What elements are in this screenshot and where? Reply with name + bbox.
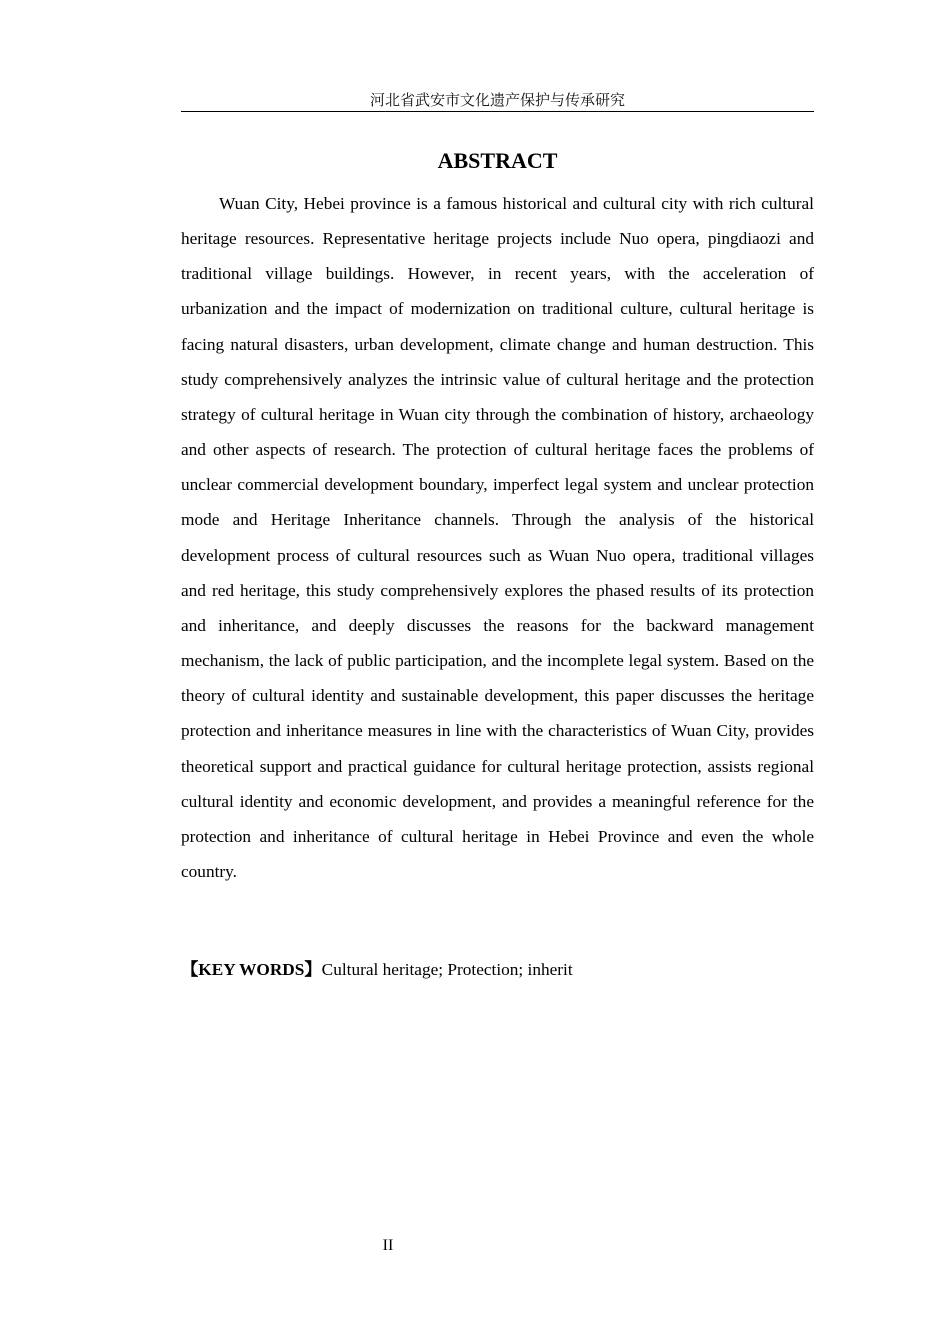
abstract-body: Wuan City, Hebei province is a famous historical and cultural city with rich cultural heritage resources. Representative heritage projects include Nuo opera, pingdiaozi and traditional village buildings. However, in recent years, with the acceleration of urbanization and the impact of modernization on traditional culture, cultural heritage is facing natural disasters, urban development, climate change and human destruction. This study comprehensively analyzes the intrinsic value of cultural heritage and the protection strategy of cultural heritage in Wuan city through the combination of history, archaeology and other aspects of research. The protection of cultural heritage faces the problems of unclear commercial development boundary, imperfect legal system and unclear protection mode and Heritage Inheritance channels. Through the analysis of the historical development process of cultural resources such as Wuan Nuo opera, traditional villages and red heritage, this study comprehensively explores the phased results of its protection and inheritance, and deeply discusses the reasons for the backward management mechanism, the lack of public participation, and the incomplete legal system. Based on the theory of cultural identity and sustainable development, this paper discusses the heritage protection and inheritance measures in line with the characteristics of Wuan City, provides theoretical support and practical guidance for cultural heritage protection, assists regional cultural identity and economic development, and provides a meaningful reference for the protection and inheritance of cultural heritage in Hebei Province and even the whole country. xyxy=(181,194,814,881)
abstract-title: ABSTRACT xyxy=(437,148,558,173)
running-header: 河北省武安市文化遗产保护与传承研究 xyxy=(369,91,625,109)
keywords-text: Cultural heritage; Protection; inherit xyxy=(321,960,573,979)
page-number: II xyxy=(382,1237,394,1254)
keywords-line xyxy=(181,956,814,984)
keywords-label: 【KEY WORDS】 xyxy=(181,960,322,979)
header-rule xyxy=(181,111,814,112)
